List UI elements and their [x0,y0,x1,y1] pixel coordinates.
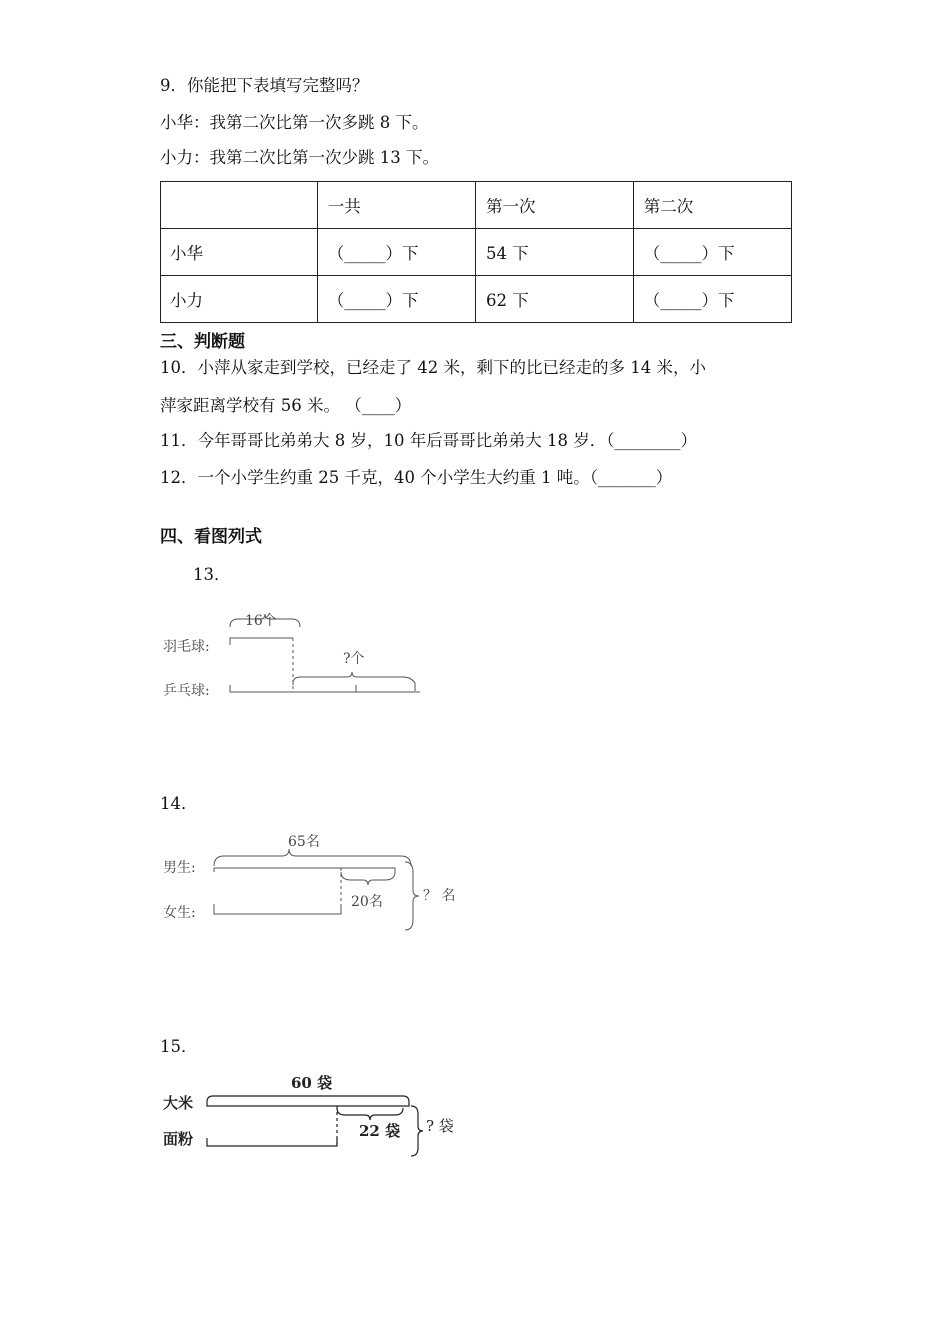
q14-total-brace [405,862,419,930]
q13-diagram [155,605,435,705]
q14-diff-brace [341,872,395,885]
q14-row2-label: 女生: [163,905,196,921]
q14-label-top: 65名 [288,834,320,850]
table-cell: 54 下 [475,229,633,276]
answer-blank[interactable]: （_____）下 [317,229,475,276]
q9-title: 9．你能把下表填写完整吗？ [160,76,369,95]
q14-top-brace [214,849,411,866]
table-header-cell: 一共 [317,182,475,229]
q15-diff-brace [337,1108,403,1120]
q9-table [160,181,792,323]
q14-number: 14． [160,794,198,813]
q15-row2-label: 面粉 [163,1130,194,1148]
q13-number: 13． [193,565,231,584]
q13-pingpong-bar [230,685,420,692]
q14-girls-bar [214,904,341,914]
q10-line-1: 10．小萍从家走到学校，已经走了 42 米，剩下的比已经走的多 14 米，小 [160,358,706,377]
q15-rice-bar [207,1096,409,1106]
section-3-heading: 三、判断题 [160,332,245,352]
q11-statement[interactable]: 11．今年哥哥比弟弟大 8 岁，10 年后哥哥比弟弟大 18 岁．（________） [160,431,697,450]
q12-statement[interactable]: 12．一个小学生约重 25 千克，40 个小学生大约重 1 吨。（_______） [160,468,673,487]
answer-blank[interactable]: （_____）下 [317,276,475,323]
q13-right-brace [293,672,415,691]
q14-row1-label: 男生: [163,860,196,876]
answer-blank[interactable]: （_____）下 [633,229,791,276]
q14-boys-bar [214,868,395,872]
q15-diagram [155,1068,475,1158]
q15-label-top: 60 袋 [291,1074,333,1092]
q13-label-right: ?个 [343,651,365,667]
q14-diagram [155,828,475,938]
table-header-cell: 第一次 [475,182,633,229]
table-row [161,276,792,323]
table-cell: 小力 [161,276,318,323]
q13-label-top: 16个 [245,613,277,629]
table-cell: 小华 [161,229,318,276]
q15-flour-bar [207,1138,337,1146]
q15-number: 15． [160,1037,198,1056]
table-row [161,229,792,276]
q13-badminton-bar [230,638,293,645]
q15-label-total: ? 袋 [426,1117,454,1135]
answer-blank[interactable]: （_____）下 [633,276,791,323]
q15-total-brace [411,1106,423,1156]
q13-row2-label: 乒乓球: [163,683,210,699]
q14-label-diff: 20名 [351,894,383,910]
q10-line-2[interactable]: 萍家距离学校有 56 米。 （____） [160,396,412,415]
q14-label-total: ？ 名 [423,888,456,904]
table-header-row [161,182,792,229]
q9-xiaoli-statement: 小力：我第二次比第一次少跳 13 下。 [160,148,439,167]
table-cell: 62 下 [475,276,633,323]
section-4-heading: 四、看图列式 [160,527,262,547]
q13-row1-label: 羽毛球: [163,639,210,655]
q15-row1-label: 大米 [163,1094,194,1112]
table-header-cell [161,182,318,229]
q9-xiaohua-statement: 小华：我第二次比第一次多跳 8 下。 [160,113,429,132]
q15-label-diff: 22 袋 [359,1122,401,1140]
table-header-cell: 第二次 [633,182,791,229]
